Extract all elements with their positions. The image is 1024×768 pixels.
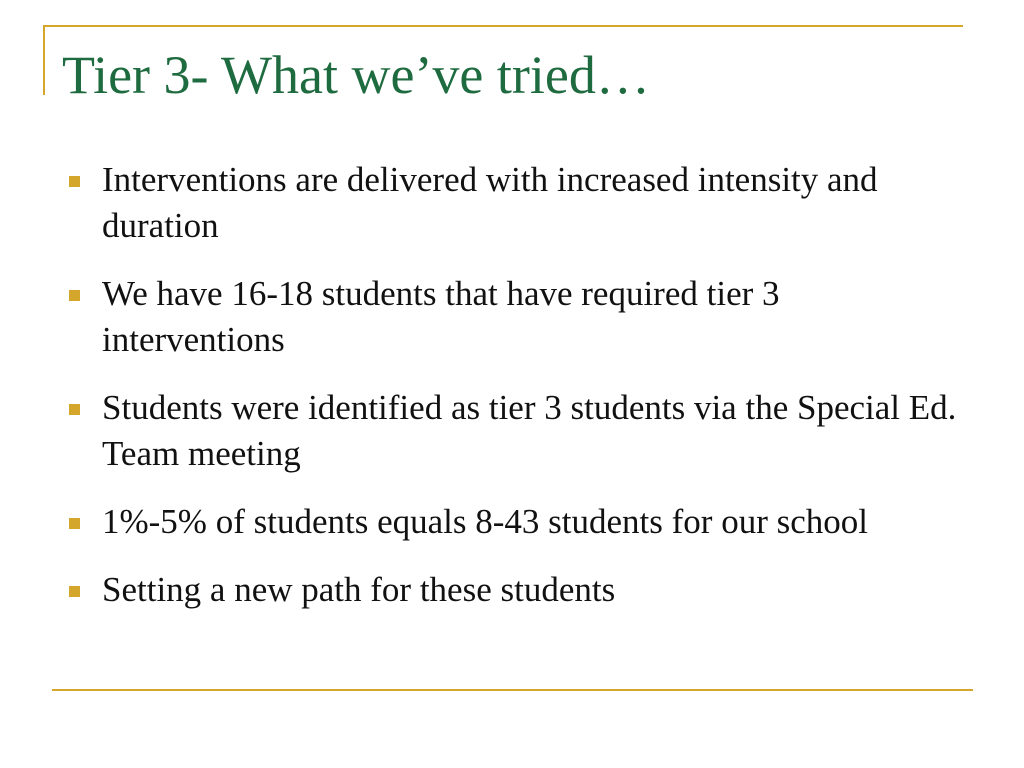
slide-title: Tier 3- What we’ve tried… — [62, 45, 650, 105]
bullet-text: Interventions are delivered with increased intensity and duration — [102, 160, 878, 245]
footer-rule — [52, 689, 973, 691]
bullet-list — [62, 157, 962, 635]
title-frame-left-rule — [43, 25, 45, 95]
bullet-item — [62, 157, 962, 249]
bullet-item — [62, 271, 962, 363]
square-bullet-icon — [69, 290, 80, 301]
square-bullet-icon — [69, 404, 80, 415]
bullet-text: Setting a new path for these students — [102, 570, 616, 609]
square-bullet-icon — [69, 176, 80, 187]
square-bullet-icon — [69, 518, 80, 529]
bullet-item — [62, 499, 962, 545]
square-bullet-icon — [69, 586, 80, 597]
bullet-text: 1%-5% of students equals 8-43 students for our school — [102, 502, 868, 541]
title-frame-top-rule — [43, 25, 963, 27]
bullet-text: We have 16-18 students that have required tier 3 interventions — [102, 274, 780, 359]
bullet-item — [62, 567, 962, 613]
bullet-item — [62, 385, 962, 477]
bullet-text: Students were identified as tier 3 students via the Special Ed. Team meeting — [102, 388, 957, 473]
